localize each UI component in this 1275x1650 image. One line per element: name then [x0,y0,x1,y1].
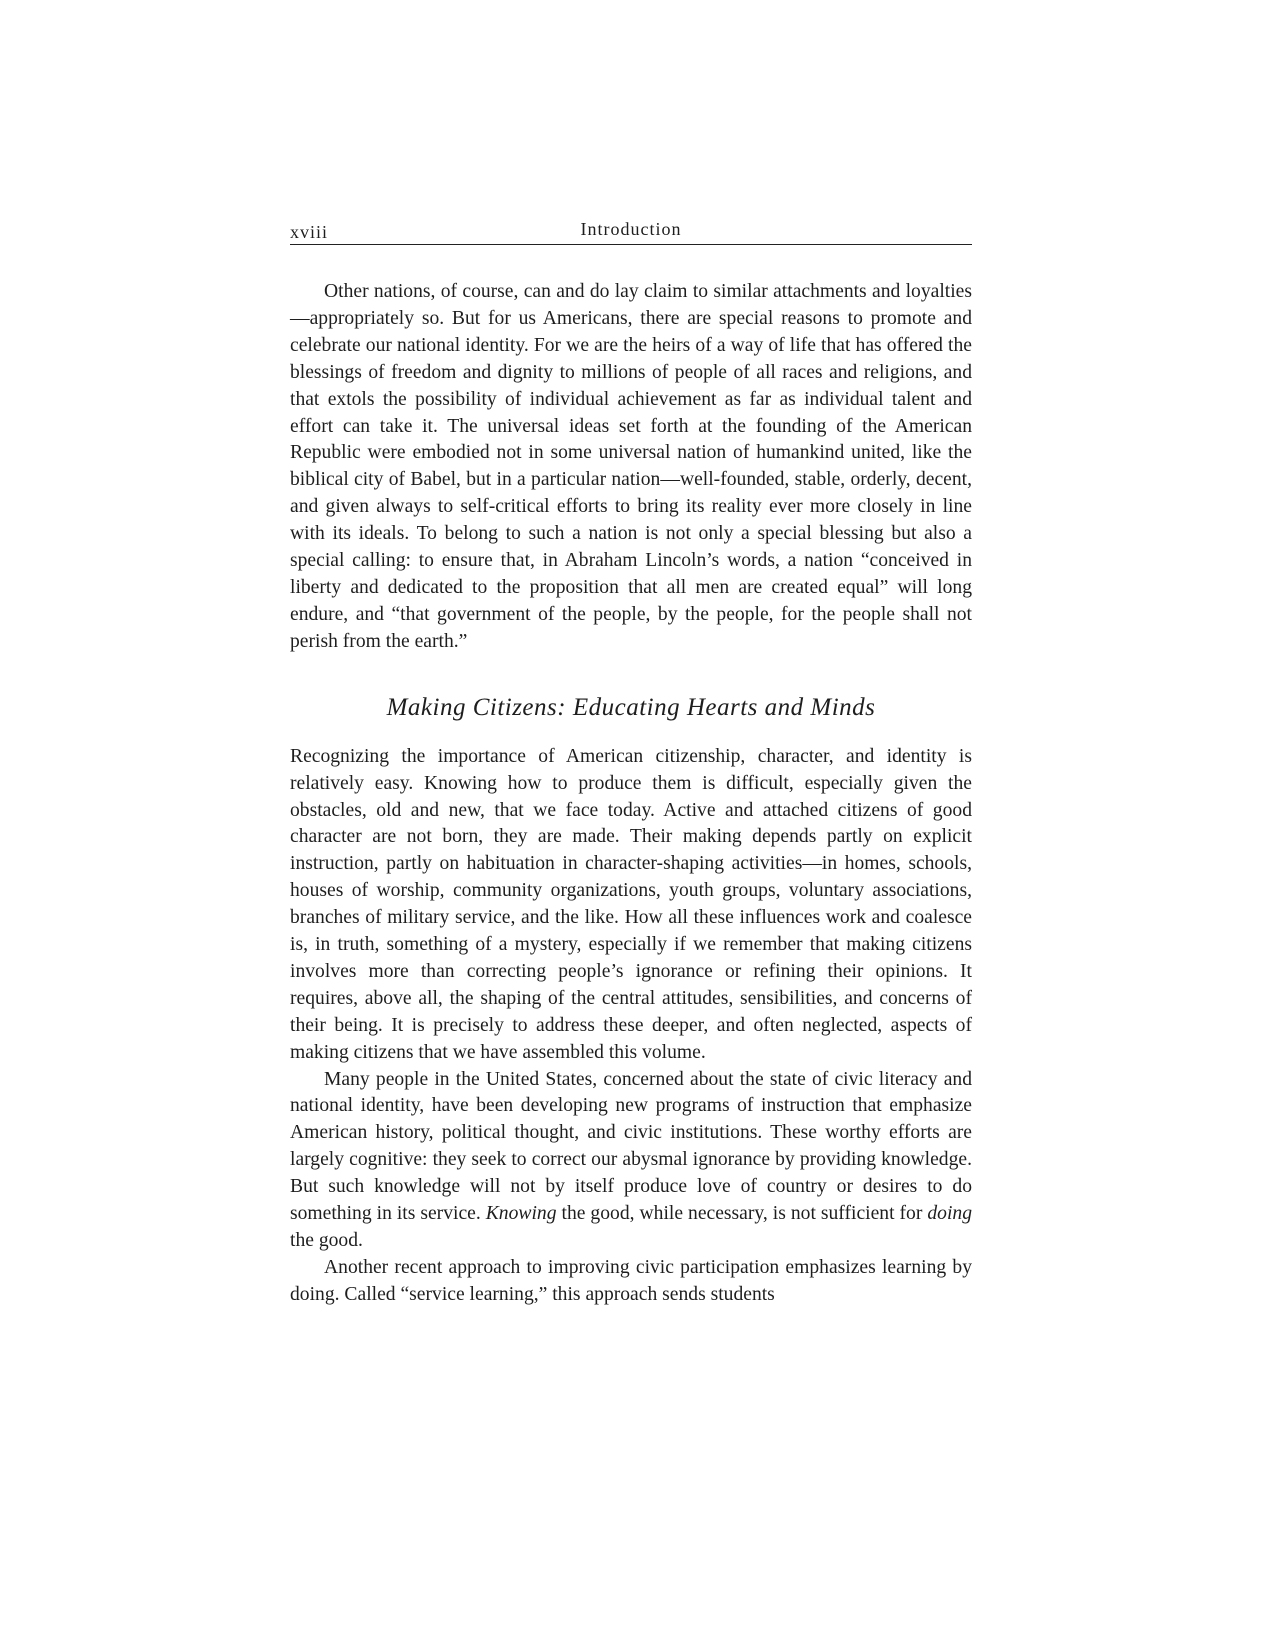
text-run: Many people in the United States, concerned about the state of civic literacy and national identity, have been developing new programs of instruction that emphasize American history, political thought, and civic institutions. These worthy efforts are largely cognitive: they seek to correct our abysmal ignorance by providing knowledge. But such knowledge will not by itself produce love of country or desires to do something in its service. [290,1068,972,1225]
section-heading: Making Citizens: Educating Hearts and Minds [386,693,876,721]
body-text [290,279,972,1309]
running-header [290,218,972,245]
book-page [290,218,972,1309]
text-run: the good, while necessary, is not sufficient for [556,1203,928,1225]
emphasis-doing: doing [927,1203,972,1225]
emphasis-knowing: Knowing [485,1203,557,1225]
text-run: the good. [290,1230,363,1251]
paragraph-recognizing: Recognizing the importance of American citizenship, character, and identity is relatively easy. Knowing how to produce them is difficult, especially given the obstacles, old and new, that we face today. Active and attached citizens of good character are not born, they are made. Their making depends partly on explicit instruction, partly on habituation in character-shaping activities—in homes, schools, houses of worship, community organizations, youth groups, voluntary associations, branches of military service, and the like. How all these influences work and coalesce is, in truth, something of a mystery, especially if we remember that making citizens involves more than correcting people’s ignorance or refining their opinions. It requires, above all, the shaping of the central attitudes, sensibilities, and concerns of their being. It is precisely to address these deeper, and often neglected, aspects of making citizens that we have assembled this volume. [290,745,972,1063]
paragraph-national-identity: Other nations, of course, can and do lay claim to similar attachments and loyalties—appropriately so. But for us Americans, there are special reasons to promote and celebrate our national identity. For we are the heirs of a way of life that has offered the blessings of freedom and dignity to millions of people of all races and religions, and that extols the possibility of individual achievement as far as individual talent and effort can take it. The universal ideas set forth at the founding of the American Republic were embodied not in some universal nation of humankind united, like the biblical city of Babel, but in a particular nation—well-founded, stable, orderly, decent, and given always to self-critical efforts to bring its reality ever more closely in line with its ideals. To belong to such a nation is not only a special blessing but also a special calling: to ensure that, in Abraham Lincoln’s words, a nation “conceived in liberty and dedicated to the proposition that all men are created equal” will long endure, and “that government of the people, by the people, for the people shall not perish from the earth.” [290,281,972,652]
paragraph-service-learning: Another recent approach to improving civic participation emphasizes learning by doing. Called “service learning,” this approach sends students [290,1256,972,1305]
page-number: xviii [290,222,329,242]
running-title: Introduction [580,219,682,239]
paragraph-civic-literacy [290,1067,972,1255]
